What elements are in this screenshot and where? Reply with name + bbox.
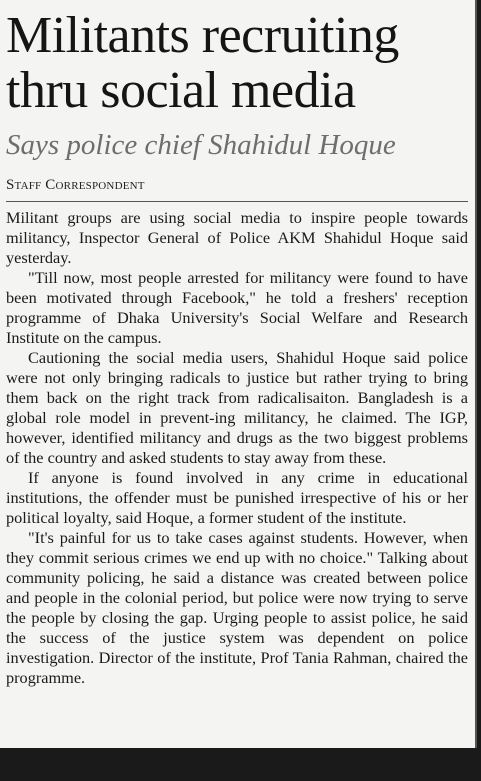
paragraph-1: Militant groups are using social media to inspire people towards militancy, Inspector General of Police AKM Shahidul Hoque said yesterday. xyxy=(6,208,468,267)
paragraph-5: "It's painful for us to take cases against students. However, when they commit serious crimes we end up with no choice." Talking about community policing, he said a distance was created between police and people in the colonial period, but police were now trying to serve the people by closing the gap. Urging people to assist police, he said the success of the justice system was dependent on police investigation. Director of the institute, Prof Tania Rahman, chaired the programme. xyxy=(6,528,468,687)
subheadline: Says police chief Shahidul Hoque xyxy=(6,129,396,161)
article-body xyxy=(6,208,468,688)
paragraph-2: "Till now, most people arrested for militancy were found to have been motivated through Facebook," he told a freshers' reception programme of Dhaka University's Social Welfare and Research Institute on the campus. xyxy=(6,268,468,347)
byline-divider xyxy=(6,201,468,202)
headline: Militants recruiting thru social media xyxy=(6,7,399,119)
paragraph-3: Cautioning the social media users, Shahidul Hoque said police were not only bringing radicals to justice but rather trying to bring them back on the right track from radicalisaiton. Bangladesh is a global role model in prevent-ing militancy, he claimed. The IGP, however, identified militancy and drugs as the two biggest problems of the country and asked students to stay away from these. xyxy=(6,348,468,467)
byline: Staff Correspondent xyxy=(6,177,145,193)
paragraph-4: If anyone is found involved in any crime in educational institutions, the offender must be punished irrespective of his or her political loyalty, said Hoque, a former student of the institute. xyxy=(6,468,468,527)
